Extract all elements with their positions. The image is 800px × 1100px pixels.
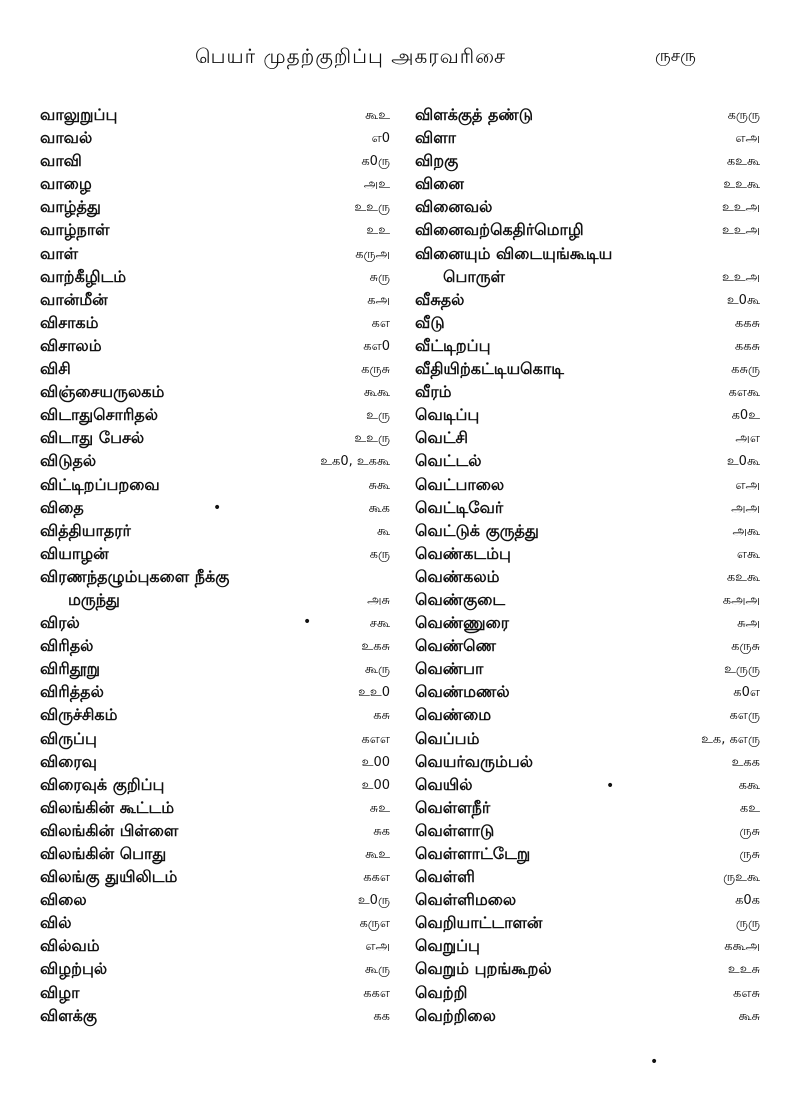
index-entry bbox=[415, 935, 760, 958]
entry-page-ref: ககஎ bbox=[363, 870, 390, 886]
page-header bbox=[0, 44, 800, 76]
entry-page-ref: உகசு bbox=[361, 639, 390, 655]
entry-page-ref: உஉ bbox=[366, 223, 390, 239]
index-entry bbox=[415, 797, 760, 820]
entry-term: விழற்புல் bbox=[40, 959, 108, 979]
page-number: ருசரு bbox=[655, 46, 696, 66]
entry-page-ref: உக0, உககூ bbox=[320, 454, 390, 470]
entry-term: வியாழன் bbox=[40, 543, 109, 563]
index-entry bbox=[40, 751, 390, 774]
entry-page-ref: கருசு bbox=[361, 362, 390, 378]
entry-page-ref: கஉகூ bbox=[726, 569, 760, 585]
entry-page-ref: ருஉகூ bbox=[723, 870, 760, 886]
entry-term: வெடிப்பு bbox=[415, 405, 480, 425]
index-entry bbox=[40, 266, 390, 289]
entry-page-ref: சகூ bbox=[369, 616, 390, 632]
index-entry bbox=[415, 843, 760, 866]
entry-term: வெறியாட்டாளன் bbox=[415, 913, 543, 933]
index-entry bbox=[40, 820, 390, 843]
index-entry bbox=[40, 104, 390, 127]
entry-page-ref: எ0 bbox=[371, 131, 390, 147]
entry-page-ref: கஅ bbox=[367, 292, 390, 308]
entry-term: வெள்ளி bbox=[415, 867, 475, 887]
entry-term: பொருள் bbox=[443, 266, 505, 286]
entry-term: விளா bbox=[415, 128, 456, 148]
entry-page-ref: க0க bbox=[735, 893, 760, 909]
entry-term: வெள்ளாடு bbox=[415, 820, 495, 840]
entry-page-ref: எகூ bbox=[736, 546, 760, 562]
entry-term: விதை bbox=[40, 497, 84, 517]
entry-term: வினைவற்கெதிர்மொழி bbox=[415, 220, 584, 240]
index-entry bbox=[40, 589, 390, 612]
entry-page-ref: உஉரு bbox=[354, 200, 390, 216]
entry-term: வெறும் புறங்கூறல் bbox=[415, 959, 552, 979]
index-entry bbox=[40, 243, 390, 266]
entry-page-ref: கூக bbox=[368, 500, 390, 516]
index-entry bbox=[40, 612, 390, 635]
entry-page-ref: கரு bbox=[369, 546, 390, 562]
entry-page-ref: உஉ0 bbox=[358, 685, 390, 701]
entry-term: வினைவல் bbox=[415, 197, 493, 217]
entry-term: மருந்து bbox=[68, 589, 120, 609]
index-entry bbox=[415, 681, 760, 704]
entry-page-ref: சுக bbox=[373, 823, 390, 839]
index-entry bbox=[415, 658, 760, 681]
index-entry bbox=[415, 635, 760, 658]
entry-page-ref: சுஅ bbox=[737, 616, 760, 632]
index-entry bbox=[415, 866, 760, 889]
entry-page-ref: உஉஅ bbox=[721, 223, 760, 239]
entry-page-ref: க0எ bbox=[733, 685, 760, 701]
entry-term: வான்மீன் bbox=[40, 289, 108, 309]
stray-mark: • bbox=[606, 778, 615, 794]
index-entry bbox=[40, 912, 390, 935]
index-entry bbox=[415, 474, 760, 497]
entry-page-ref: கசு bbox=[373, 708, 390, 724]
index-entry bbox=[40, 173, 390, 196]
index-entry bbox=[415, 774, 760, 797]
index-entry bbox=[40, 450, 390, 473]
index-entry bbox=[415, 612, 760, 635]
index-entry bbox=[40, 681, 390, 704]
stray-mark: • bbox=[650, 1054, 659, 1070]
entry-page-ref: கஅஅ bbox=[722, 592, 760, 608]
entry-term: விரைவுக் குறிப்பு bbox=[40, 774, 165, 794]
index-entry bbox=[40, 797, 390, 820]
index-entry bbox=[415, 912, 760, 935]
entry-term: விளக்குத் தண்டு bbox=[415, 105, 534, 124]
entry-page-ref: உகக bbox=[731, 754, 760, 770]
index-entry bbox=[415, 358, 760, 381]
entry-term: வெயில் bbox=[415, 774, 473, 794]
entry-page-ref: கருஅ bbox=[355, 246, 390, 262]
entry-page-ref: கருசு bbox=[731, 639, 760, 655]
entry-term: வெள்ளாட்டேறு bbox=[415, 844, 531, 863]
index-entry bbox=[415, 1005, 760, 1028]
index-entry bbox=[40, 404, 390, 427]
index-entry bbox=[415, 589, 760, 612]
index-entry bbox=[40, 358, 390, 381]
entry-term: வாவல் bbox=[40, 128, 93, 148]
index-entry bbox=[415, 958, 760, 981]
entry-page-ref: எஅ bbox=[735, 131, 760, 147]
entry-term: விலங்கின் பிள்ளை bbox=[40, 820, 179, 840]
entry-page-ref: எஅ bbox=[735, 477, 760, 493]
index-entry bbox=[415, 889, 760, 912]
entry-page-ref: ககூஅ bbox=[724, 939, 760, 955]
page-title: பெயர் முதற்குறிப்பு அகரவரிசை bbox=[195, 44, 507, 68]
entry-page-ref: கக bbox=[373, 1008, 390, 1024]
entry-term: வீட்டிறப்பு bbox=[415, 335, 491, 355]
index-entry bbox=[40, 635, 390, 658]
index-entry bbox=[40, 289, 390, 312]
entry-term: விறகு bbox=[415, 151, 459, 171]
entry-page-ref: சுகூ bbox=[368, 477, 390, 493]
entry-page-ref: ககசு bbox=[734, 338, 760, 354]
entry-page-ref: ருசு bbox=[739, 847, 760, 862]
entry-term: வெள்ளநீர் bbox=[415, 797, 491, 817]
entry-term: வில் bbox=[40, 913, 72, 933]
entry-term: வாலுறுப்பு bbox=[40, 105, 118, 124]
entry-page-ref: கஉ bbox=[739, 800, 760, 816]
entry-term: விசாலம் bbox=[40, 335, 102, 355]
index-entry bbox=[40, 520, 390, 543]
entry-term: விசி bbox=[40, 359, 71, 379]
entry-page-ref: அஅ bbox=[731, 500, 760, 516]
entry-page-ref: கசுரு bbox=[731, 362, 760, 378]
entry-page-ref: க0உ bbox=[731, 408, 760, 424]
entry-page-ref: ருரு bbox=[735, 916, 760, 932]
entry-term: விடாதுசொரிதல் bbox=[40, 405, 159, 425]
entry-page-ref: ருசு bbox=[739, 823, 760, 839]
entry-page-ref: கூஉ bbox=[365, 847, 390, 862]
entry-term: விஞ்சையருலகம் bbox=[40, 382, 165, 402]
entry-term: வினை bbox=[415, 174, 464, 194]
entry-page-ref: க0ரு bbox=[361, 154, 390, 170]
index-entry bbox=[40, 866, 390, 889]
entry-page-ref: உரு bbox=[366, 408, 390, 424]
entry-term: வாவி bbox=[40, 151, 82, 171]
index-entry bbox=[40, 312, 390, 335]
entry-page-ref: உஉஅ bbox=[721, 200, 760, 216]
index-entry bbox=[40, 774, 390, 797]
index-entry bbox=[415, 497, 760, 520]
index-entry bbox=[415, 127, 760, 150]
index-entry bbox=[40, 1005, 390, 1028]
entry-term: விசாகம் bbox=[40, 312, 99, 332]
entry-term: வெட்சி bbox=[415, 428, 469, 448]
entry-term: வித்தியாதரர் bbox=[40, 520, 131, 540]
index-entry bbox=[40, 427, 390, 450]
entry-term: வாள் bbox=[40, 243, 79, 263]
entry-term: வெண்பா bbox=[415, 659, 484, 679]
entry-page-ref: உக, கஎரு bbox=[701, 731, 760, 747]
index-entry bbox=[40, 704, 390, 727]
index-entry bbox=[415, 820, 760, 843]
entry-term: வெட்டுக் குருத்து bbox=[415, 520, 539, 540]
entry-term: வெறுப்பு bbox=[415, 936, 480, 956]
entry-term: வெட்பாலை bbox=[415, 474, 505, 494]
entry-term: வெற்றி bbox=[415, 982, 468, 1002]
entry-term: வாழ்நாள் bbox=[40, 220, 110, 240]
index-entry bbox=[40, 474, 390, 497]
entry-page-ref: ககஎ bbox=[363, 985, 390, 1001]
entry-page-ref: கஎசு bbox=[733, 985, 760, 1001]
entry-page-ref: கூரு bbox=[364, 962, 390, 978]
index-entry bbox=[415, 982, 760, 1005]
entry-term: விருப்பு bbox=[40, 728, 97, 748]
entry-term: விரிதல் bbox=[40, 636, 94, 656]
index-entry bbox=[415, 404, 760, 427]
entry-term: வினையும் விடையுங்கூடிய bbox=[415, 243, 613, 263]
entry-term: வீரம் bbox=[415, 382, 452, 402]
entry-term: வெட்டல் bbox=[415, 451, 482, 471]
stray-mark: • bbox=[213, 500, 222, 516]
entry-page-ref: கூரு bbox=[364, 662, 390, 678]
entry-term: விரல் bbox=[40, 613, 80, 633]
index-entry bbox=[415, 335, 760, 358]
entry-page-ref: உ00 bbox=[361, 754, 390, 770]
entry-page-ref: கூ bbox=[376, 523, 390, 539]
entry-term: வெண்மணல் bbox=[415, 682, 510, 702]
index-entry bbox=[415, 751, 760, 774]
entry-term: வீசுதல் bbox=[415, 289, 465, 309]
entry-term: வெண்மை bbox=[415, 705, 492, 725]
entry-term: வாழை bbox=[40, 174, 92, 194]
index-entry bbox=[40, 889, 390, 912]
index-entry bbox=[415, 243, 760, 266]
entry-page-ref: உ0கூ bbox=[726, 292, 760, 308]
entry-term: வெண்ணுரை bbox=[415, 613, 509, 633]
index-entry bbox=[40, 127, 390, 150]
index-entry bbox=[415, 266, 760, 289]
entry-page-ref: உஉரு bbox=[354, 431, 390, 447]
index-entry bbox=[40, 335, 390, 358]
entry-term: விரித்தல் bbox=[40, 682, 104, 702]
entry-page-ref: அகூ bbox=[732, 523, 760, 539]
index-entry bbox=[40, 566, 390, 589]
index-entry bbox=[40, 982, 390, 1005]
index-entry bbox=[40, 843, 390, 866]
index-entry bbox=[40, 935, 390, 958]
entry-page-ref: கூசு bbox=[738, 1008, 760, 1024]
entry-page-ref: கருஎ bbox=[359, 916, 390, 932]
entry-term: வெப்பம் bbox=[415, 728, 480, 748]
index-entry bbox=[40, 150, 390, 173]
entry-page-ref: கஎ bbox=[371, 315, 390, 331]
entry-term: விடாது பேசல் bbox=[40, 428, 145, 448]
entry-page-ref: ககூ bbox=[738, 777, 760, 793]
index-entry bbox=[415, 566, 760, 589]
entry-page-ref: கஎகூ bbox=[728, 385, 760, 401]
entry-term: விலங்கின் பொது bbox=[40, 844, 167, 863]
index-entry bbox=[415, 196, 760, 219]
entry-term: வெற்றிலை bbox=[415, 1005, 496, 1025]
entry-page-ref: ககசு bbox=[734, 315, 760, 331]
entry-term: வீதியிற்கட்டியகொடி bbox=[415, 359, 564, 379]
index-entry bbox=[40, 658, 390, 681]
entry-term: விரைவு bbox=[40, 751, 97, 771]
index-entry bbox=[415, 450, 760, 473]
entry-term: விலங்கு துயிலிடம் bbox=[40, 867, 178, 887]
entry-term: வில்வம் bbox=[40, 936, 100, 956]
entry-page-ref: கூஉ bbox=[365, 108, 390, 123]
entry-page-ref: கஎ0 bbox=[363, 338, 390, 354]
entry-term: வெண்குடை bbox=[415, 589, 506, 609]
entry-page-ref: சுரு bbox=[369, 269, 390, 285]
entry-term: விளக்கு bbox=[40, 1005, 97, 1025]
index-entry bbox=[40, 381, 390, 404]
entry-term: விழா bbox=[40, 982, 80, 1002]
entry-page-ref: எஅ bbox=[365, 939, 390, 955]
index-entry bbox=[40, 728, 390, 751]
entry-term: வாழ்த்து bbox=[40, 197, 101, 217]
index-entry bbox=[415, 150, 760, 173]
index-entry bbox=[415, 104, 760, 127]
index-entry bbox=[415, 312, 760, 335]
entry-term: விலை bbox=[40, 890, 87, 910]
entry-term: விருச்சிகம் bbox=[40, 705, 118, 725]
index-entry bbox=[415, 173, 760, 196]
index-entry bbox=[415, 728, 760, 751]
entry-term: வெண்கடம்பு bbox=[415, 543, 511, 563]
entry-term: வாற்கீழிடம் bbox=[40, 266, 127, 286]
entry-page-ref: அஉ bbox=[363, 177, 390, 193]
entry-term: விரிதூறு bbox=[40, 659, 100, 679]
entry-page-ref: உஉசு bbox=[727, 962, 760, 978]
entry-page-ref: உ0கூ bbox=[726, 454, 760, 470]
entry-term: விட்டிறப்பறவை bbox=[40, 474, 160, 494]
entry-term: வெயர்வரும்பல் bbox=[415, 751, 534, 771]
entry-term: வீடு bbox=[415, 312, 445, 332]
entry-page-ref: கூகூ bbox=[363, 385, 390, 401]
entry-page-ref: கஎஎ bbox=[361, 731, 390, 747]
entry-page-ref: உஉகூ bbox=[723, 177, 760, 193]
index-entry bbox=[40, 219, 390, 242]
index-entry bbox=[40, 196, 390, 219]
entry-term: விலங்கின் கூட்டம் bbox=[40, 797, 175, 817]
index-entry bbox=[40, 958, 390, 981]
entry-term: வெண்கலம் bbox=[415, 566, 500, 586]
entry-term: விடுதல் bbox=[40, 451, 97, 471]
entry-term: வெள்ளிமலை bbox=[415, 890, 517, 910]
entry-term: வெண்ணெ bbox=[415, 636, 496, 656]
index-entry bbox=[415, 427, 760, 450]
entry-page-ref: சுஉ bbox=[369, 800, 390, 816]
left-index-column bbox=[40, 104, 390, 1028]
index-entry bbox=[40, 543, 390, 566]
entry-page-ref: கருரு bbox=[727, 108, 760, 123]
entry-page-ref: உருரு bbox=[724, 662, 760, 678]
entry-page-ref: அசு bbox=[367, 592, 390, 608]
entry-page-ref: கஉகூ bbox=[726, 154, 760, 170]
entry-term: வெட்டிவேர் bbox=[415, 497, 504, 517]
index-entry bbox=[415, 289, 760, 312]
entry-page-ref: உ0ரு bbox=[357, 893, 390, 909]
index-entry bbox=[415, 543, 760, 566]
index-entry bbox=[415, 520, 760, 543]
entry-page-ref: உ00 bbox=[361, 777, 390, 793]
index-entry bbox=[415, 381, 760, 404]
entry-page-ref: கஎரு bbox=[729, 708, 760, 724]
stray-mark: • bbox=[303, 614, 312, 630]
entry-term: விரணந்தழும்புகளை நீக்கு bbox=[40, 566, 230, 586]
index-entry bbox=[415, 704, 760, 727]
entry-page-ref: உஉஅ bbox=[721, 269, 760, 285]
right-index-column bbox=[415, 104, 760, 1028]
entry-page-ref: அஎ bbox=[735, 431, 760, 447]
index-entry bbox=[415, 219, 760, 242]
